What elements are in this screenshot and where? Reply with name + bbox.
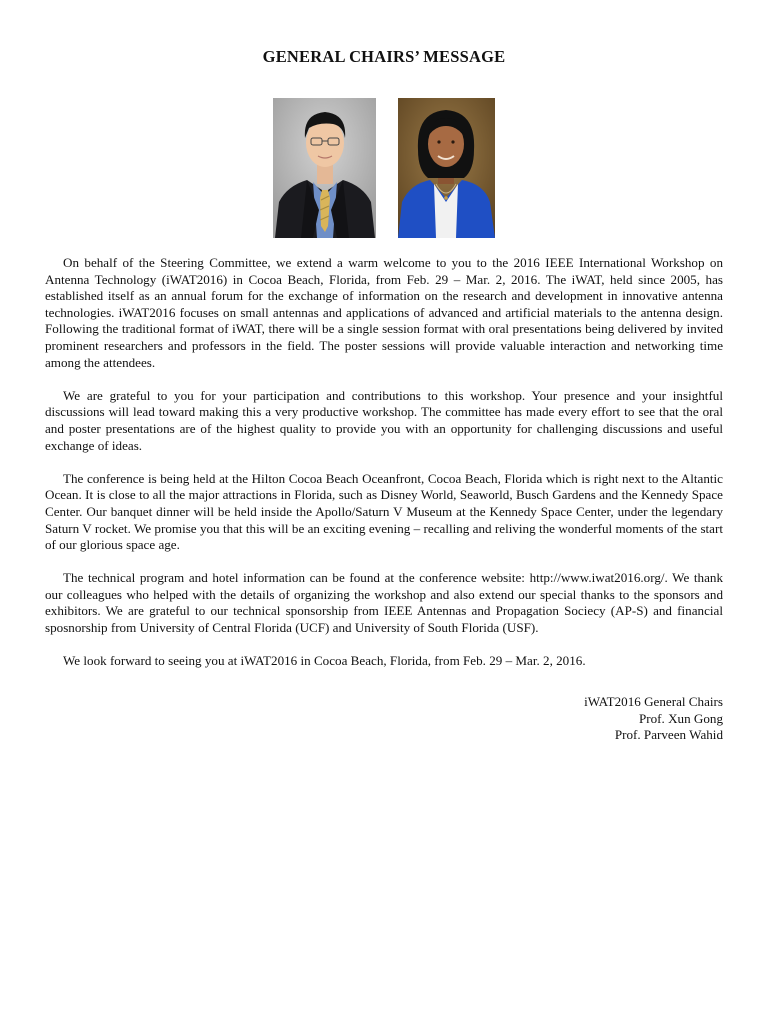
portrait-photo-parveen-wahid — [398, 98, 495, 238]
signature-title: iWAT2016 General Chairs — [584, 694, 723, 709]
portrait-man-image — [273, 98, 376, 238]
signature-block — [584, 694, 723, 744]
signature-name-1: Prof. Xun Gong — [638, 710, 723, 726]
paragraph-program-info: The technical program and hotel information can be found at the conference website: http://www.iwat2016.org/. We thank our colleagues who helped with the details of organizing the workshop and also extend our special thanks to the sponsors and exhibitors. We are grateful to our technical sponsorship from IEEE Antennas and Propagation Socieсy (AP-S) and financial sposnorship from University of Central Florida (UCF) and University of South Florida (USF). — [45, 570, 723, 636]
message-body — [45, 255, 723, 686]
paragraph-closing: We look forward to seeing you at iWAT2016 in Cocoa Beach, Florida, from Feb. 29 – Mar. 2, 2016. — [63, 653, 586, 669]
signature-name-2: Prof. Parveen Wahid — [614, 727, 723, 743]
page-title: GENERAL CHAIRS’ MESSAGE — [262, 47, 506, 66]
paragraph-welcome: On behalf of the Steering Committee, we extend a warm welcome to you to the 2016 IEEE International Workshop on Antenna Technology (iWAT2016) in Cocoa Beach, Florida, from Feb. 29 – Mar. 2, 2016. The iWAT, held since 2005, has established itself as an annual forum for the exchange of information on the research and development in innovative antenna technologies. iWAT2016 focuses on small antennas and applications of advanced and artificial materials to the antenna design. Following the traditional format of iWAT, there will be a single session format with oral presentations being delivered by invited prominent researchers and professors in the field. The poster sessions will provide valuable interaction and networking time among the attendees. — [45, 255, 723, 370]
portrait-photo-xun-gong — [273, 98, 376, 238]
portrait-woman-image — [398, 98, 495, 238]
paragraph-venue: The conference is being held at the Hilton Cocoa Beach Oceanfront, Cocoa Beach, Florida which is right next to the Altantic Ocean. It is close to all the major attractions in Florida, such as Disney World, Seaworld, Busch Gardens and the Kennedy Space Center. Our banquet dinner will be held inside the Apollo/Saturn V Museum at the Kennedy Space Center, under the legendary Saturn V rocket. We promise you that this will be an exciting evening – recalling and reliving the wonderful moments of the start of our glorious space age. — [45, 470, 723, 553]
paragraph-gratitude: We are grateful to you for your participation and contributions to this workshop. Your presence and your insightful discussions will lead toward making this a very productive workshop. The committee has made every effort to see that the oral and poster presentations are of the highest quality to provide you with an opportunity for challenging discussions and useful exchange of ideas. — [45, 387, 723, 453]
